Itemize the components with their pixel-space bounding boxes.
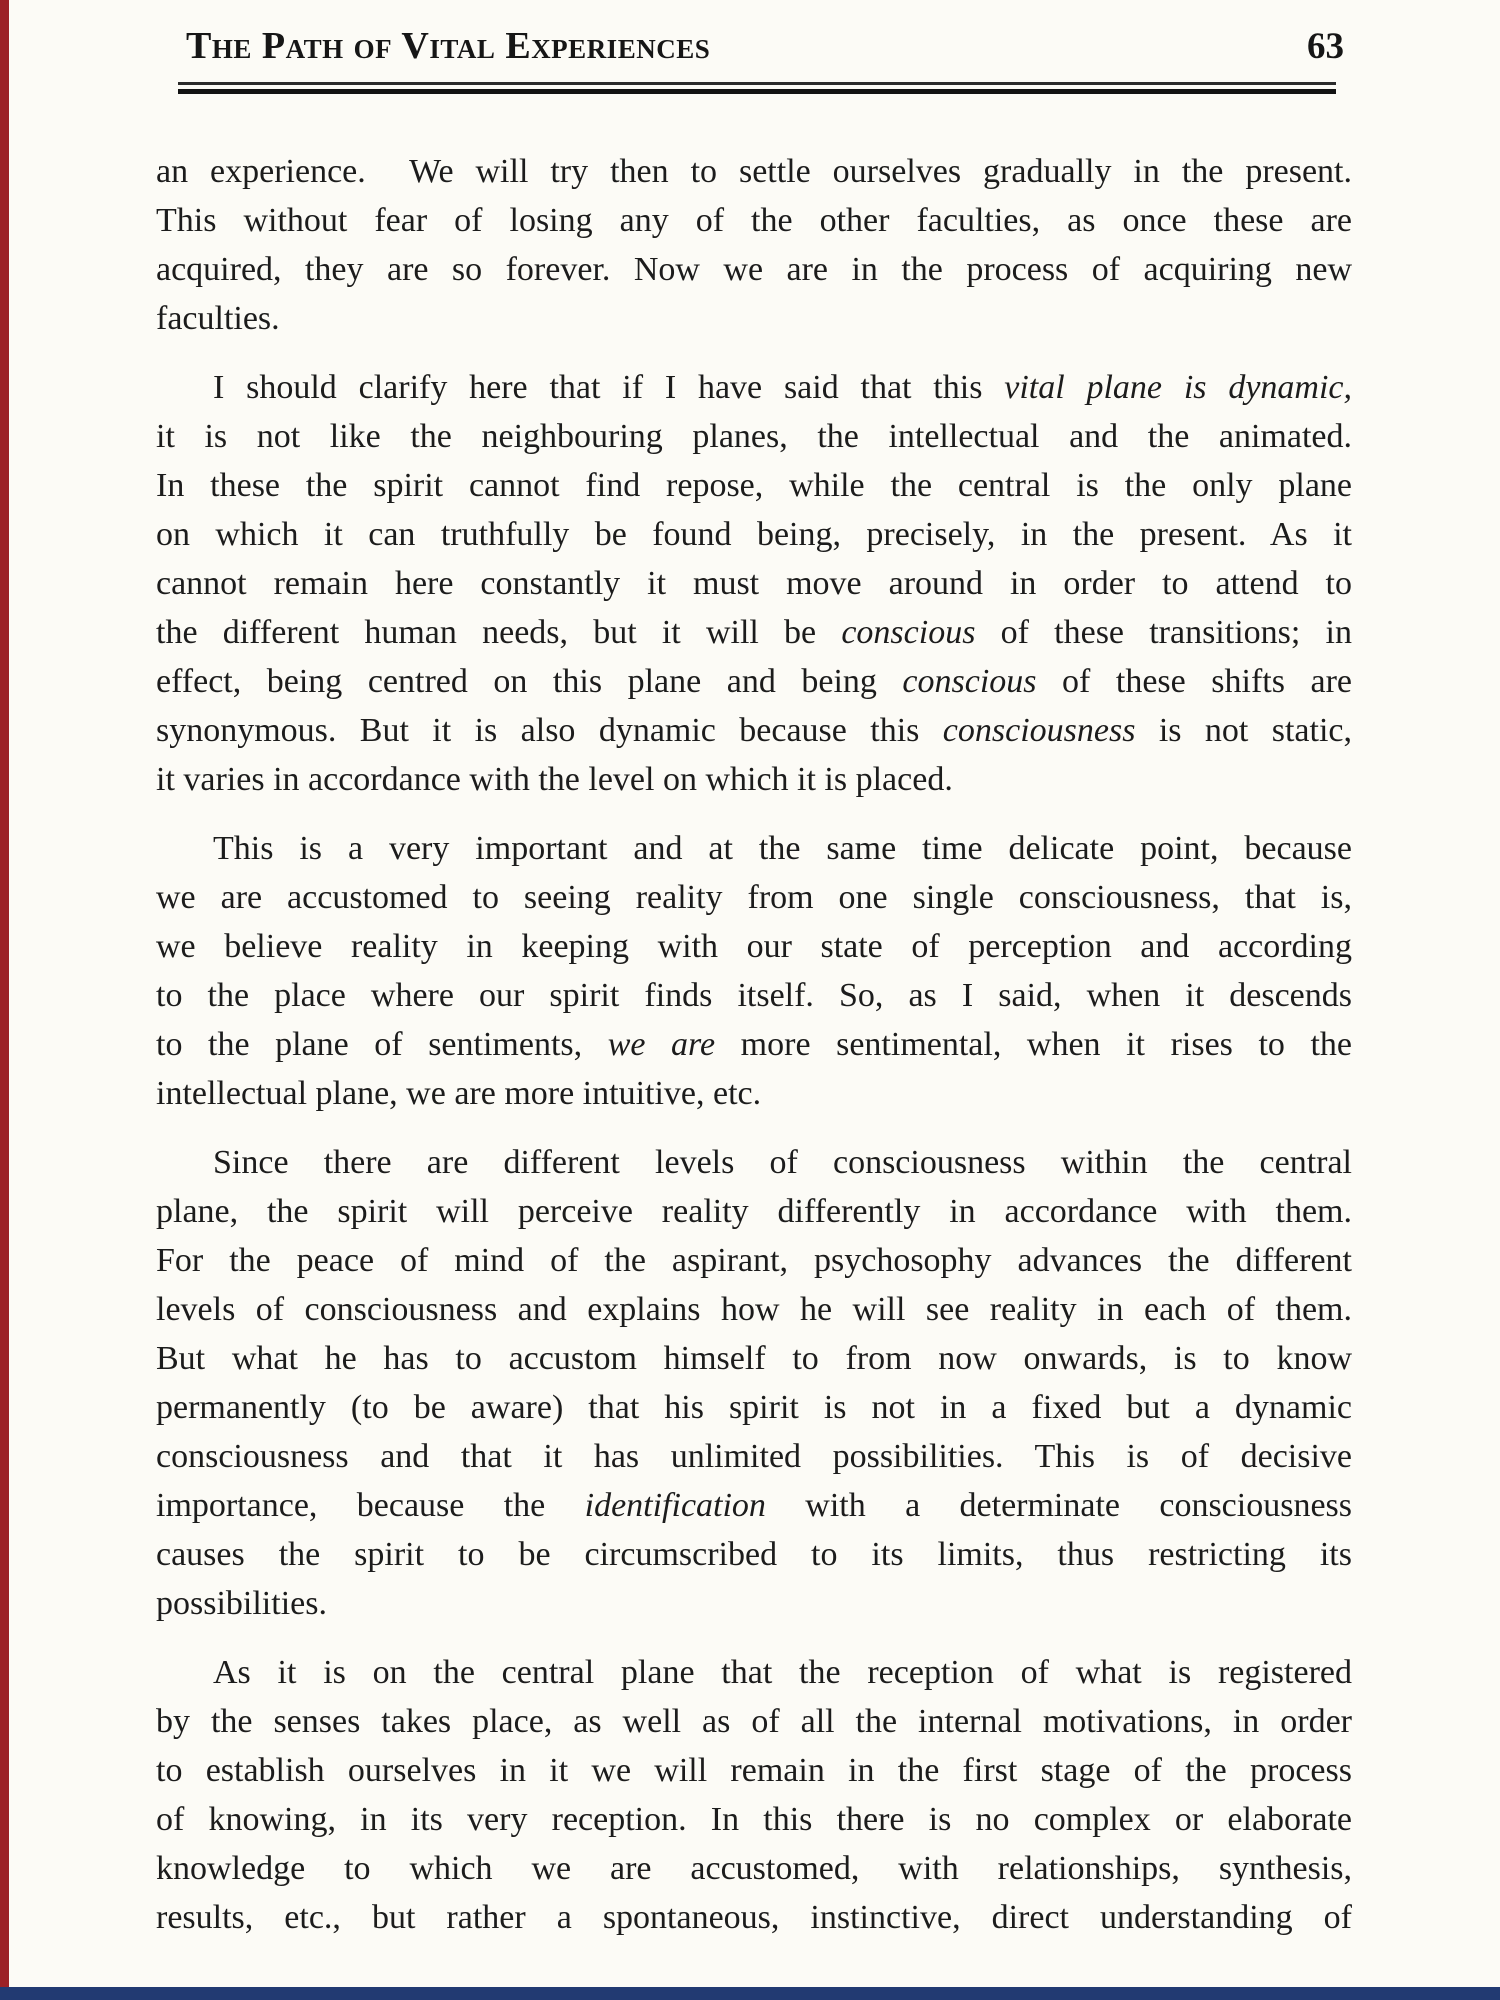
body-text: importance, because the bbox=[156, 1487, 585, 1524]
body-text: faculties. bbox=[156, 300, 280, 337]
body-text: consciousness and that it has unlimited possibilities. This is of decisive bbox=[156, 1438, 1352, 1475]
body-text: acquired, they are so forever. Now we are in the process of acquiring new bbox=[156, 251, 1352, 288]
body-text: by the senses takes place, as well as of all the internal motivations, in order bbox=[156, 1703, 1352, 1740]
body-text: to the place where our spirit finds itself. So, as I said, when it descends bbox=[156, 977, 1352, 1014]
text-line bbox=[156, 1069, 1352, 1118]
body-text: intellectual plane, we are more intuitive, etc. bbox=[156, 1075, 762, 1112]
paragraph bbox=[156, 1138, 1352, 1628]
text-line bbox=[156, 1844, 1352, 1893]
text-line bbox=[156, 510, 1352, 559]
text-line bbox=[156, 559, 1352, 608]
body-text: cannot remain here constantly it must move around in order to attend to bbox=[156, 565, 1352, 602]
text-line bbox=[156, 147, 1352, 196]
text-line bbox=[156, 971, 1352, 1020]
text-line bbox=[156, 1648, 1352, 1697]
body-text: Since there are different levels of consciousness within the central bbox=[213, 1144, 1352, 1181]
text-line bbox=[156, 1285, 1352, 1334]
paragraph bbox=[156, 147, 1352, 343]
paragraph bbox=[156, 363, 1352, 804]
paragraph bbox=[156, 824, 1352, 1118]
text-line bbox=[156, 363, 1352, 412]
italic-text: conscious bbox=[902, 663, 1037, 700]
body-text: on which it can truthfully be found being, precisely, in the present. As it bbox=[156, 516, 1352, 553]
text-line bbox=[156, 824, 1352, 873]
text-line bbox=[156, 608, 1352, 657]
italic-text: conscious bbox=[841, 614, 976, 651]
body-text: synonymous. But it is also dynamic because this bbox=[156, 712, 943, 749]
text-line bbox=[156, 1187, 1352, 1236]
body-text: But what he has to accustom himself to from now onwards, is to know bbox=[156, 1340, 1352, 1377]
italic-text: identification bbox=[584, 1487, 766, 1524]
paragraph bbox=[156, 1648, 1352, 1942]
body-text: results, etc., but rather a spontaneous, instinctive, direct understanding of bbox=[156, 1899, 1352, 1936]
body-text: of these shifts are bbox=[1036, 663, 1352, 700]
body-text: we believe reality in keeping with our state of perception and according bbox=[156, 928, 1352, 965]
text-line bbox=[156, 1236, 1352, 1285]
text-line bbox=[156, 294, 1352, 343]
text-line bbox=[156, 657, 1352, 706]
text-line bbox=[156, 461, 1352, 510]
text-line bbox=[156, 1020, 1352, 1069]
body-text: This without fear of losing any of the other faculties, as once these are bbox=[156, 202, 1352, 239]
body-text: For the peace of mind of the aspirant, psychosophy advances the different bbox=[156, 1242, 1352, 1279]
body-text: it is not like the neighbouring planes, the intellectual and the animated. bbox=[156, 418, 1352, 455]
left-edge-strip bbox=[0, 0, 9, 1988]
body-text: more sentimental, when it rises to the bbox=[715, 1026, 1353, 1063]
body-text: we are accustomed to seeing reality from one single consciousness, that is, bbox=[156, 879, 1352, 916]
running-header bbox=[186, 24, 1344, 68]
page-number: 63 bbox=[1307, 26, 1344, 67]
body-text: of knowing, in its very reception. In this there is no complex or elaborate bbox=[156, 1801, 1352, 1838]
text-line bbox=[156, 1746, 1352, 1795]
chapter-title: The Path of Vital Experiences bbox=[186, 25, 711, 67]
text-line bbox=[156, 1481, 1352, 1530]
text-line bbox=[156, 873, 1352, 922]
body-text: possibilities. bbox=[156, 1585, 327, 1622]
body-text: As it is on the central plane that the reception of what is registered bbox=[213, 1654, 1352, 1691]
text-line bbox=[156, 1334, 1352, 1383]
body-text: effect, being centred on this plane and being bbox=[156, 663, 903, 700]
body-text: to the plane of sentiments, bbox=[156, 1026, 608, 1063]
text-line bbox=[156, 1432, 1352, 1481]
text-line bbox=[156, 1383, 1352, 1432]
text-line bbox=[156, 196, 1352, 245]
italic-text: consciousness bbox=[942, 712, 1136, 749]
text-line bbox=[156, 245, 1352, 294]
italic-text: vital plane is dynamic, bbox=[1004, 369, 1353, 406]
text-line bbox=[156, 1138, 1352, 1187]
header-rule bbox=[178, 82, 1336, 94]
body-text: levels of consciousness and explains how he will see reality in each of them. bbox=[156, 1291, 1352, 1328]
body-text: the different human needs, but it will be bbox=[156, 614, 842, 651]
text-line bbox=[156, 922, 1352, 971]
body-text: I should clarify here that if I have said that this bbox=[213, 369, 1005, 406]
text-line bbox=[156, 412, 1352, 461]
body-text: of these transitions; in bbox=[975, 614, 1352, 651]
text-line bbox=[156, 706, 1352, 755]
body-text: plane, the spirit will perceive reality differently in accordance with them. bbox=[156, 1193, 1352, 1230]
bottom-edge-strip bbox=[0, 1987, 1500, 2000]
body-text: This is a very important and at the same time delicate point, because bbox=[213, 830, 1352, 867]
body-text: In these the spirit cannot find repose, while the central is the only plane bbox=[156, 467, 1352, 504]
italic-text: we are bbox=[607, 1026, 716, 1063]
body-text: is not static, bbox=[1135, 712, 1352, 749]
body-text: to establish ourselves in it we will remain in the first stage of the process bbox=[156, 1752, 1352, 1789]
text-line bbox=[156, 1893, 1352, 1942]
body-text: with a determinate consciousness bbox=[765, 1487, 1352, 1524]
body-text: an experience. We will try then to settle ourselves gradually in the present. bbox=[156, 153, 1352, 190]
text-line bbox=[156, 1697, 1352, 1746]
body-text: permanently (to be aware) that his spirit is not in a fixed but a dynamic bbox=[156, 1389, 1352, 1426]
text-line bbox=[156, 1579, 1352, 1628]
body-text: causes the spirit to be circumscribed to its limits, thus restricting its bbox=[156, 1536, 1352, 1573]
text-line bbox=[156, 1530, 1352, 1579]
page-body bbox=[156, 147, 1352, 1962]
body-text: it varies in accordance with the level on which it is placed. bbox=[156, 761, 953, 798]
body-text: knowledge to which we are accustomed, with relationships, synthesis, bbox=[156, 1850, 1352, 1887]
text-line bbox=[156, 755, 1352, 804]
text-line bbox=[156, 1795, 1352, 1844]
